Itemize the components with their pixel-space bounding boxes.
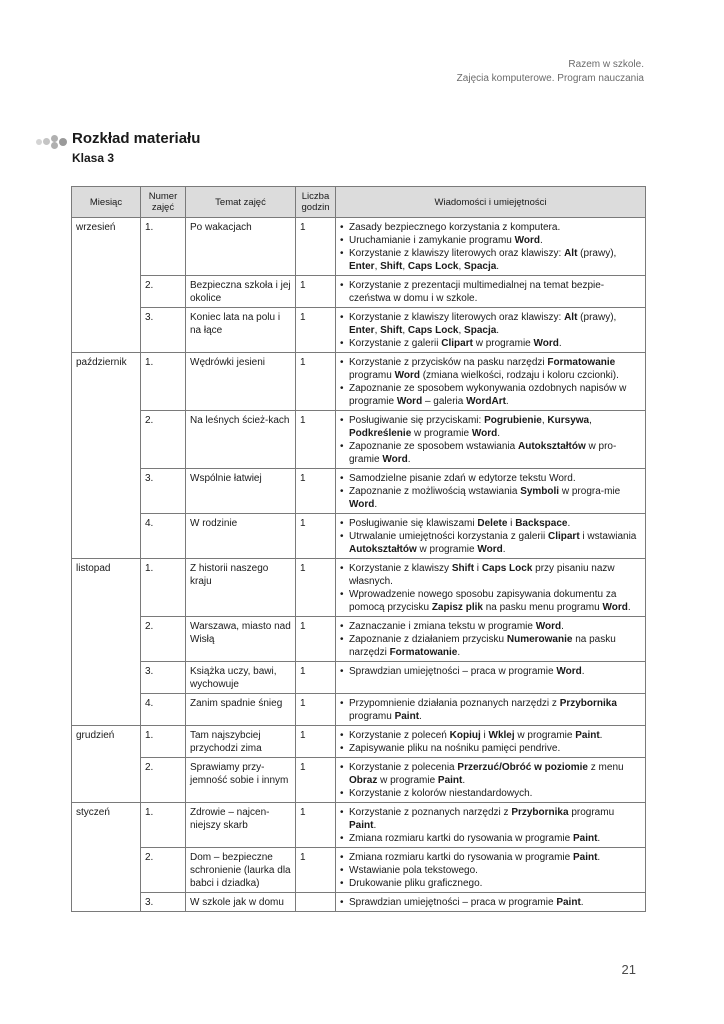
skill-item: • Korzystanie z klawiszy literowych oraz klawiszy: Alt (prawy), Enter, Shift, Caps Lock, Spacja.	[340, 311, 641, 337]
hours-cell: 1	[296, 411, 336, 469]
skill-item: • Sprawdzian umiejętności – praca w programie Paint.	[340, 896, 641, 909]
table-row	[72, 848, 646, 893]
lesson-topic-cell: Wędrówki jesieni	[186, 353, 296, 411]
lesson-number-cell: 3.	[141, 308, 186, 353]
lesson-topic-cell: Tam najszybciej przychodzi zima	[186, 726, 296, 758]
header-line-2: Zajęcia komputerowe. Program nauczania	[456, 73, 644, 84]
skills-list	[340, 356, 641, 408]
page-number: 21	[621, 962, 636, 977]
lesson-topic-cell: Wspólnie łatwiej	[186, 469, 296, 514]
skill-item: • Utrwalanie umiejętności korzystania z galerii Clipart i wstawiania Autokształtów w programie Word.	[340, 530, 641, 556]
table-row	[72, 662, 646, 694]
section-title: Rozkład materiału	[72, 130, 201, 147]
skill-item: • Wstawianie pola tekstowego.	[340, 864, 641, 877]
skill-item: • Zapoznanie ze sposobem wykonywania ozdobnych napisów w programie Word – galeria WordArt.	[340, 382, 641, 408]
hours-cell: 1	[296, 308, 336, 353]
table-header-row	[72, 187, 646, 218]
lesson-topic-cell: W rodzinie	[186, 514, 296, 559]
skills-cell	[336, 694, 646, 726]
table-row	[72, 411, 646, 469]
hours-cell: 1	[296, 514, 336, 559]
lesson-number-cell: 2.	[141, 411, 186, 469]
skills-list	[340, 279, 641, 305]
skill-item: • Korzystanie z galerii Clipart w programie Word.	[340, 337, 641, 350]
month-cell: styczeń	[72, 803, 141, 848]
table-row	[72, 694, 646, 726]
lesson-number-cell: 1.	[141, 803, 186, 848]
table-row	[72, 726, 646, 758]
skill-item: • Zmiana rozmiaru kartki do rysowania w programie Paint.	[340, 851, 641, 864]
hours-cell: 1	[296, 617, 336, 662]
hours-cell: 1	[296, 758, 336, 803]
skills-list	[340, 851, 641, 890]
section-subtitle: Klasa 3	[72, 151, 115, 165]
skill-item: • Korzystanie z poznanych narzędzi z Przybornika programu Paint.	[340, 806, 641, 832]
skills-list	[340, 472, 641, 511]
lesson-number-cell: 1.	[141, 218, 186, 276]
hours-cell: 1	[296, 848, 336, 893]
hours-cell: 1	[296, 662, 336, 694]
skill-item: • Sprawdzian umiejętności – praca w programie Word.	[340, 665, 641, 678]
dots-icon	[36, 135, 68, 149]
skills-list	[340, 896, 641, 909]
month-cell: wrzesień	[72, 218, 141, 276]
table-row	[72, 353, 646, 411]
month-cell	[72, 411, 141, 469]
skill-item: • Przypomnienie działania poznanych narzędzi z Przybornika programu Paint.	[340, 697, 641, 723]
skill-item: • Samodzielne pisanie zdań w edytorze tekstu Word.	[340, 472, 641, 485]
month-cell	[72, 848, 141, 893]
month-cell: grudzień	[72, 726, 141, 758]
skill-item: • Zapoznanie z możliwością wstawiania Symboli w progra-mie Word.	[340, 485, 641, 511]
skill-item: • Zaznaczanie i zmiana tekstu w programie Word.	[340, 620, 641, 633]
header-line-1: Razem w szkole.	[568, 59, 644, 70]
table-row	[72, 803, 646, 848]
skills-cell	[336, 617, 646, 662]
lesson-number-cell: 3.	[141, 469, 186, 514]
hours-cell: 1	[296, 276, 336, 308]
lesson-number-cell: 4.	[141, 694, 186, 726]
month-cell: październik	[72, 353, 141, 411]
lesson-topic-cell: Zdrowie – najcen-niejszy skarb	[186, 803, 296, 848]
col-header-hours: Liczba godzin	[296, 187, 336, 218]
skills-list	[340, 414, 641, 466]
skills-list	[340, 517, 641, 556]
skills-list	[340, 806, 641, 845]
hours-cell: 1	[296, 218, 336, 276]
col-header-number: Numer zajęć	[141, 187, 186, 218]
lesson-topic-cell: Książka uczy, bawi, wychowuje	[186, 662, 296, 694]
lesson-topic-cell: Warszawa, miasto nad Wisłą	[186, 617, 296, 662]
lesson-number-cell: 2.	[141, 758, 186, 803]
skills-list	[340, 761, 641, 800]
skill-item: • Drukowanie pliku graficznego.	[340, 877, 641, 890]
table-row	[72, 276, 646, 308]
skills-list	[340, 620, 641, 659]
lesson-topic-cell: Dom – bezpieczne schronienie (laurka dla babci i dziadka)	[186, 848, 296, 893]
lesson-topic-cell: Koniec lata na polu i na łące	[186, 308, 296, 353]
skill-item: • Korzystanie z klawiszy Shift i Caps Lock przy pisaniu nazw własnych.	[340, 562, 641, 588]
skills-cell	[336, 559, 646, 617]
lesson-topic-cell: W szkole jak w domu	[186, 893, 296, 912]
skills-list	[340, 697, 641, 723]
lesson-topic-cell: Na leśnych ścież-kach	[186, 411, 296, 469]
hours-cell	[296, 893, 336, 912]
hours-cell: 1	[296, 726, 336, 758]
skill-item: • Zasady bezpiecznego korzystania z komputera.	[340, 221, 641, 234]
running-header	[457, 58, 644, 86]
skills-cell	[336, 514, 646, 559]
table-row	[72, 308, 646, 353]
skill-item: • Zapisywanie pliku na nośniku pamięci pendrive.	[340, 742, 641, 755]
skill-item: • Zapoznanie ze sposobem wstawiania Autokształtów w pro-gramie Word.	[340, 440, 641, 466]
month-cell	[72, 308, 141, 353]
skills-list	[340, 221, 641, 273]
skill-item: • Korzystanie z prezentacji multimedialnej na temat bezpie-czeństwa w domu i w szkole.	[340, 279, 641, 305]
lesson-number-cell: 2.	[141, 276, 186, 308]
month-cell	[72, 694, 141, 726]
table-row	[72, 469, 646, 514]
lesson-number-cell: 2.	[141, 848, 186, 893]
skills-cell	[336, 893, 646, 912]
hours-cell: 1	[296, 559, 336, 617]
table-row	[72, 559, 646, 617]
skills-cell	[336, 662, 646, 694]
skills-list	[340, 562, 641, 614]
skills-cell	[336, 276, 646, 308]
col-header-skills: Wiadomości i umiejętności	[336, 187, 646, 218]
skills-cell	[336, 411, 646, 469]
month-cell	[72, 617, 141, 662]
skill-item: • Uruchamianie i zamykanie programu Word.	[340, 234, 641, 247]
skill-item: • Korzystanie z poleceń Kopiuj i Wklej w programie Paint.	[340, 729, 641, 742]
lesson-topic-cell: Z historii naszego kraju	[186, 559, 296, 617]
lesson-number-cell: 3.	[141, 893, 186, 912]
month-cell	[72, 469, 141, 514]
lesson-number-cell: 1.	[141, 726, 186, 758]
skills-cell	[336, 803, 646, 848]
table-body	[72, 218, 646, 912]
hours-cell: 1	[296, 803, 336, 848]
hours-cell: 1	[296, 353, 336, 411]
month-cell	[72, 514, 141, 559]
skill-item: • Wprowadzenie nowego sposobu zapisywania dokumentu za pomocą przycisku Zapisz plik na pasku menu programu Word.	[340, 588, 641, 614]
table-row	[72, 617, 646, 662]
lesson-topic-cell: Sprawiamy przy-jemność sobie i innym	[186, 758, 296, 803]
lesson-number-cell: 2.	[141, 617, 186, 662]
skill-item: • Korzystanie z klawiszy literowych oraz klawiszy: Alt (prawy), Enter, Shift, Caps Lock, Spacja.	[340, 247, 641, 273]
month-cell: listopad	[72, 559, 141, 617]
skill-item: • Posługiwanie się przyciskami: Pogrubienie, Kursywa, Podkreślenie w programie Word.	[340, 414, 641, 440]
hours-cell: 1	[296, 694, 336, 726]
table-row	[72, 758, 646, 803]
skills-list	[340, 729, 641, 755]
col-header-month: Miesiąc	[72, 187, 141, 218]
month-cell	[72, 662, 141, 694]
col-header-topic: Temat zajęć	[186, 187, 296, 218]
skills-cell	[336, 758, 646, 803]
curriculum-table	[71, 186, 646, 912]
lesson-number-cell: 1.	[141, 353, 186, 411]
skills-cell	[336, 848, 646, 893]
month-cell	[72, 893, 141, 912]
skill-item: • Korzystanie z kolorów niestandardowych.	[340, 787, 641, 800]
skills-list	[340, 665, 641, 678]
table-row	[72, 893, 646, 912]
lesson-number-cell: 3.	[141, 662, 186, 694]
month-cell	[72, 276, 141, 308]
skill-item: • Zapoznanie z działaniem przycisku Numerowanie na pasku narzędzi Formatowanie.	[340, 633, 641, 659]
table-row	[72, 218, 646, 276]
lesson-topic-cell: Bezpieczna szkoła i jej okolice	[186, 276, 296, 308]
skills-cell	[336, 726, 646, 758]
skill-item: • Posługiwanie się klawiszami Delete i Backspace.	[340, 517, 641, 530]
skills-cell	[336, 469, 646, 514]
hours-cell: 1	[296, 469, 336, 514]
lesson-topic-cell: Zanim spadnie śnieg	[186, 694, 296, 726]
lesson-topic-cell: Po wakacjach	[186, 218, 296, 276]
skill-item: • Zmiana rozmiaru kartki do rysowania w programie Paint.	[340, 832, 641, 845]
skills-cell	[336, 218, 646, 276]
lesson-number-cell: 1.	[141, 559, 186, 617]
lesson-number-cell: 4.	[141, 514, 186, 559]
skill-item: • Korzystanie z przycisków na pasku narzędzi Formatowanie programu Word (zmiana wielkości, rodzaju i koloru czcionki).	[340, 356, 641, 382]
skills-cell	[336, 353, 646, 411]
skills-cell	[336, 308, 646, 353]
table-row	[72, 514, 646, 559]
skill-item: • Korzystanie z polecenia Przerzuć/Obróć w poziomie z menu Obraz w programie Paint.	[340, 761, 641, 787]
month-cell	[72, 758, 141, 803]
skills-list	[340, 311, 641, 350]
